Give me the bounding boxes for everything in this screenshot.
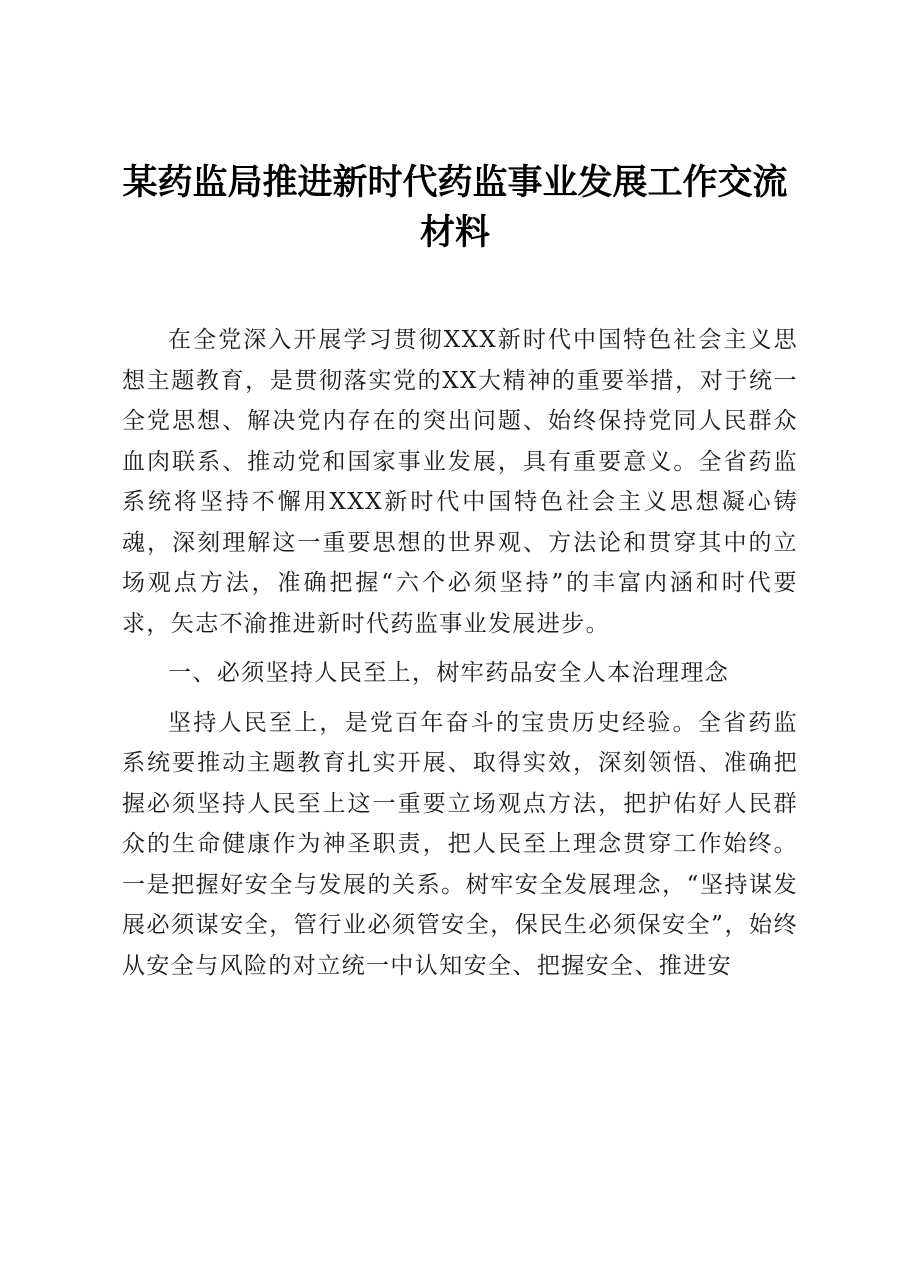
document-title: 某药监局推进新时代药监事业发展工作交流材料 [122, 162, 788, 253]
intro-paragraph: 在全党深入开展学习贯彻XXX新时代中国特色社会主义思想主题教育，是贯彻落实党的XX大精神的重要举措，对于统一全党思想、解决党内存在的突出问题、始终保持党同人民群众血肉联系、推动党和国家事业发展，具有重要意义。全省药监系统将坚持不懈用XXX新时代中国特色社会主义思想凝心铸魂，深刻理解这一重要思想的世界观、方法论和贯穿其中的立场观点方法，准确把握“六个必须坚持”的丰富内涵和时代要求，矢志不渝推进新时代药监事业发展进步。 [122, 327, 798, 637]
section-heading-1: 一、必须坚持人民至上，树牢药品安全人本治理理念 [168, 660, 730, 686]
document-body [122, 320, 798, 995]
section-1-paragraph: 坚持人民至上，是党百年奋斗的宝贵历史经验。全省药监系统要推动主题教育扎实开展、取得实效，深刻领悟、准确把握必须坚持人民至上这一重要立场观点方法，把护佑好人民群众的生命健康作为神圣职责，把人民至上理念贯穿工作始终。一是把握好安全与发展的关系。树牢安全发展理念，“坚持谋发展必须谋安全，管行业必须管安全，保民生必须保安全”，始终从安全与风险的对立统一中认知安全、把握安全、推进安 [122, 709, 798, 979]
